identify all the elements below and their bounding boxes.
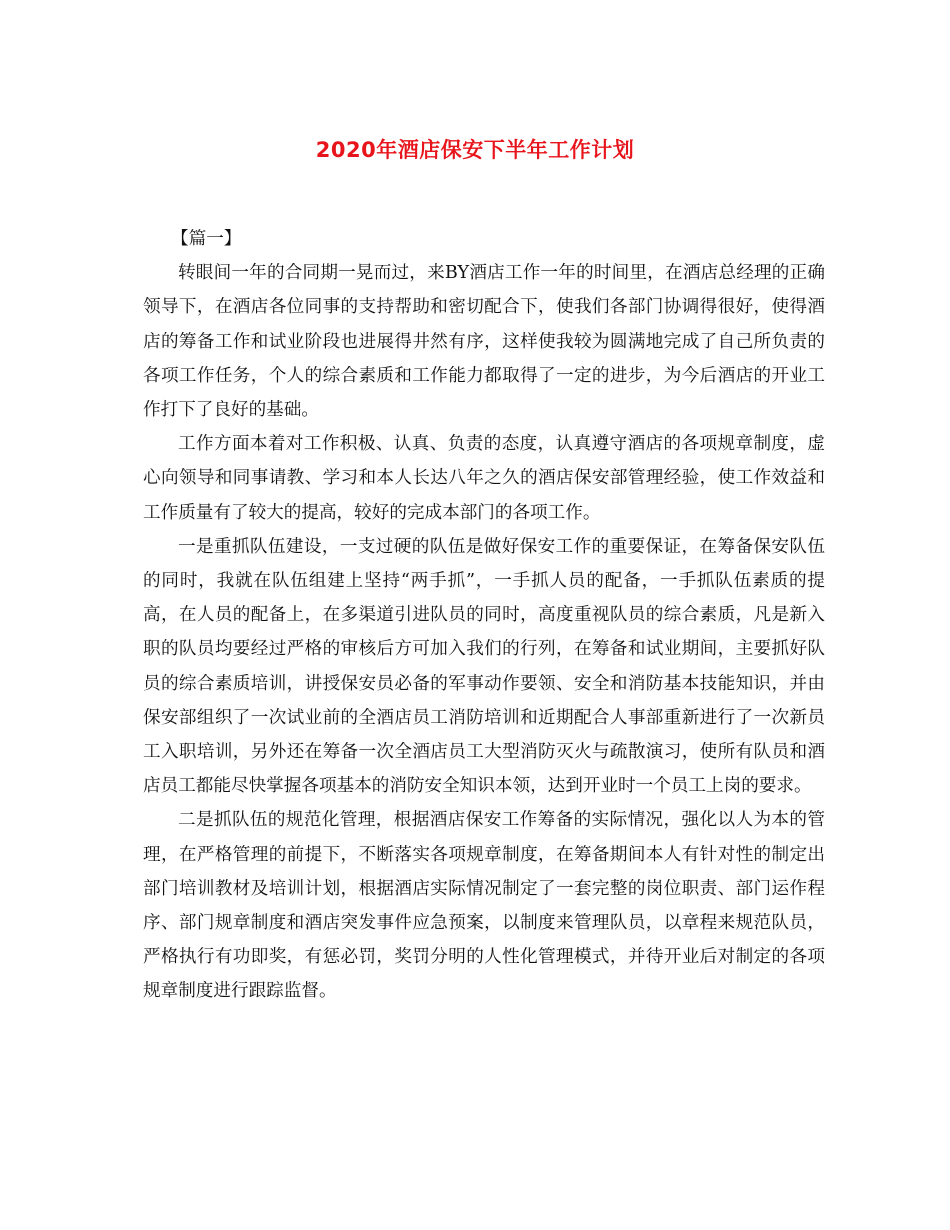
paragraph-3: 一是重抓队伍建设，一支过硬的队伍是做好保安工作的重要保证，在筹备保安队伍的同时，我就在队伍组建上坚持“两手抓”，一手抓人员的配备，一手抓队伍素质的提高，在人员的配备上，在多渠道引进队员的同时，高度重视队员的综合素质，凡是新入职的队员均要经过严格的审核后方可加入我们的行列，在筹备和试业期间，主要抓好队员的综合素质培训，讲授保安员必备的军事动作要领、安全和消防基本技能知识，并由保安部组织了一次试业前的全酒店员工消防培训和近期配合人事部重新进行了一次新员工入职培训，另外还在筹备一次全酒店员工大型消防灭火与疏散演习，使所有队员和酒店员工都能尽快掌握各项基本的消防安全知识本领，达到开业时一个员工上岗的要求。	[143, 536, 825, 797]
paragraph-2: 工作方面本着对工作积极、认真、负责的态度，认真遵守酒店的各项规章制度，虚心向领导和同事请教、学习和本人长达八年之久的酒店保安部管理经验，使工作效益和工作质量有了较大的提高，较好的完成本部门的各项工作。	[143, 434, 825, 523]
paragraph-4: 二是抓队伍的规范化管理，根据酒店保安工作筹备的实际情况，强化以人为本的管理，在严格管理的前提下，不断落实各项规章制度，在筹备期间本人有针对性的制定出部门培训教材及培训计划，根据酒店实际情况制定了一套完整的岗位职责、部门运作程序、部门规章制度和酒店突发事件应急预案，以制度来管理队员，以章程来规范队员，严格执行有功即奖，有惩必罚，奖罚分明的人性化管理模式，并待开业后对制定的各项规章制度进行跟踪监督。	[143, 810, 825, 1002]
section-label: 【篇一】	[171, 229, 242, 249]
document-body	[143, 222, 825, 1009]
paragraph-1: 转眼间一年的合同期一晃而过，来BY酒店工作一年的时间里，在酒店总经理的正确领导下，在酒店各位同事的支持帮助和密切配合下，使我们各部门协调得很好，使得酒店的筹备工作和试业阶段也进展得井然有序，这样使我较为圆满地完成了自己所负责的各项工作任务，个人的综合素质和工作能力都取得了一定的进步，为今后酒店的开业工作打下了良好的基础。	[143, 263, 825, 421]
document-title: 2020年酒店保安下半年工作计划	[315, 138, 635, 162]
